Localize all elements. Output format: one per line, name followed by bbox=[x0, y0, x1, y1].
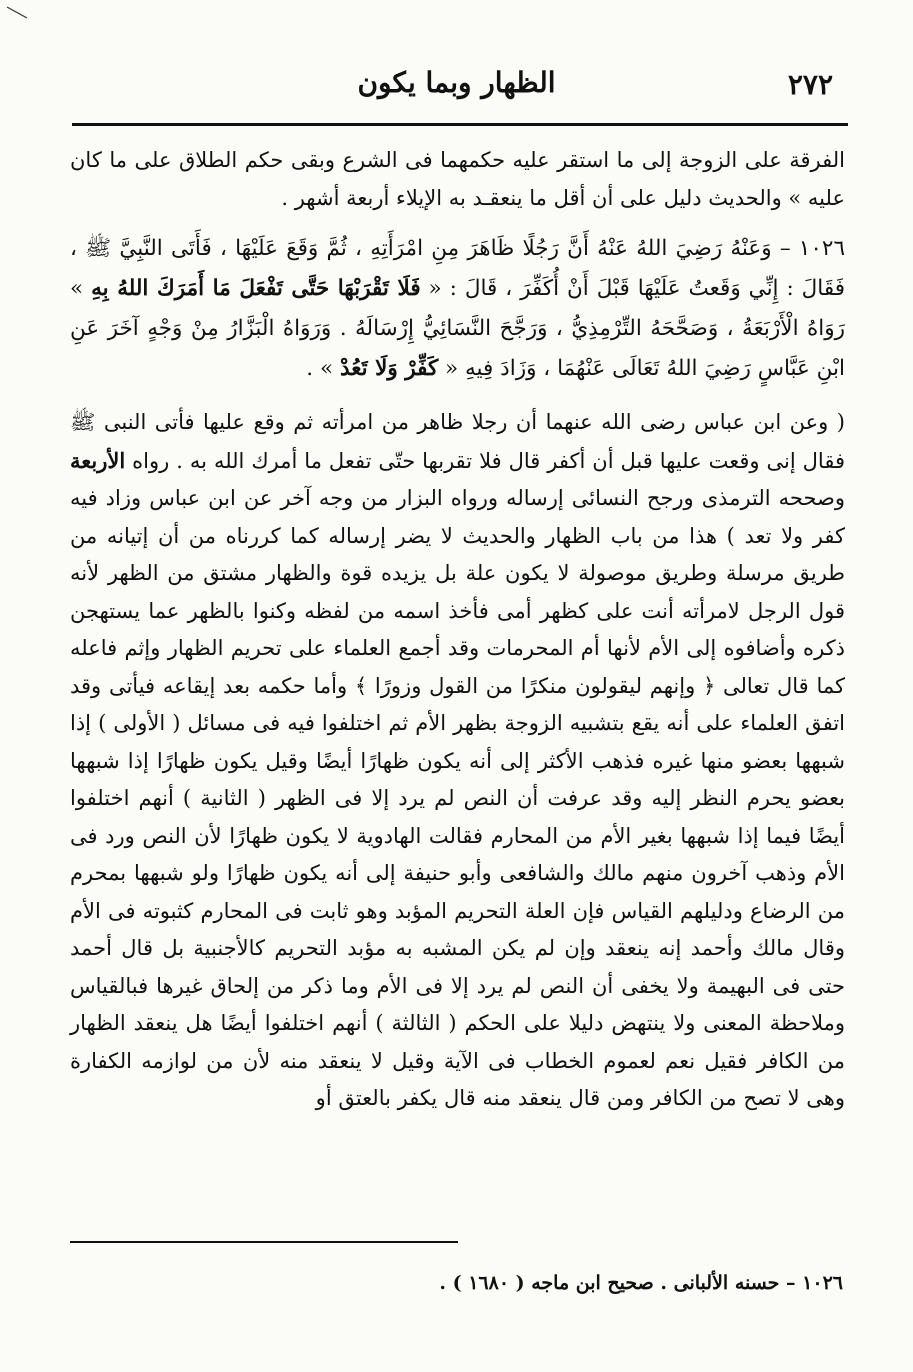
commentary-text: ( وعن ابن عباس رضى الله عنهما أن رجلا ظاهر من امرأته ثم وقع عليها فأتى النبى ﷺ فقال إنى وقعت عليها قبل أن أكفر قال فلا تقربها حتّى تفعل ما أمرك الله به . رواه bbox=[70, 410, 845, 473]
main-text bbox=[70, 142, 845, 1118]
hadith-quote-2: كَفِّرْ وَلَا تَعُدْ bbox=[339, 356, 439, 381]
hadith-paragraph bbox=[70, 229, 845, 389]
continuation-paragraph: الفرقة على الزوجة إلى ما استقر عليه حكمهما فى الشرع وبقى حكم الطلاق على ما كان عليه » والحديث دليل على أن أقل ما ينعقـد به الإيلاء أربعة أشهر . bbox=[70, 148, 845, 210]
page-number: ٢٧٢ bbox=[787, 68, 833, 101]
hadith-text: ١٠٢٦ – وَعَنْهُ رَضِيَ اللهُ عَنْهُ أَنَّ رَجُلًا ظَاهَرَ مِنِ امْرَأَتِهِ ، ثُمَّ وَقَعَ عَلَيْهَا ، فَأَتَى النَّبِيَّ ﷺ ، فَقَالَ : إِنِّي وَقَعتُ عَلَيْهَا قَبْلَ أَنْ أُكَفِّرَ ، قَالَ : « bbox=[70, 236, 845, 301]
commentary-text-2: وصححه الترمذى ورجح النسائى إرساله ورواه البزار من وجه آخر عن ابن عباس وزاد فيه كفر ولا تعد ) هذا من باب الظهار والحديث لا يضر إرساله كما كررناه من أن إتيانه من طريق مرسلة وطريق موصولة لا يكون علة بل يزيده قوة والظهار مشتق من الظهر لأنه قول الرجل لامرأته أنت على كظهر أمى فأخذ اسمه من لفظه وكنوا بالظهر عما يستهجن ذكره وأضافوه إلى الأم لأنها أم المحرمات وقد أجمع العلماء على تحريم الظهار وإثم فاعله كما قال تعالى ﴿ وإنهم ليقولون منكرًا من القول وزورًا ﴾ وأما حكمه بعد إيقاعه فيأتى وقد اتفق العلماء على أنه يقع بتشبيه الزوجة بظهر الأم ثم اختلفوا فيه فى مسائل ( الأولى ) إذا شبهها بعضو منها غيره فذهب الأكثر إلى أنه يكون ظهارًا أيضًا وقيل يكون ظهارًا إذا شبهها بعضو يحرم النظر إليه وقد عرفت أن النص لم يرد إلا فى الظهر ( الثانية ) أنهم اختلفوا أيضًا فيما إذا شبهها بغير الأم من المحارم فقالت الهادوية لا يكون ظهارًا لأن النص ورد فى الأم وذهب آخرون منهم مالك والشافعى وأبو حنيفة إلى أنه يكون ظهارًا ولو شبهها بمحرم من الرضاع ودليلهم القياس فإن العلة التحريم المؤبد وهو ثابت فى المحارم كثبوته فى الأم وقال مالك وأحمد إنه ينعقد وإن لم يكن المشبه به مؤبد التحريم كالأجنبية بل قال أحمد حتى فى البهيمة ولا يخفى أن النص لم يرد إلا فى الأم وما ذكر من إلحاق غيرها فبالقياس وملاحظة المعنى ولا ينتهض دليلا على الحكم ( الثالثة ) أنهم اختلفوا أيضًا هل ينعقد الظهار من الكافر فقيل نعم لعموم الخطاب فى الآية وقيل لا ينعقد منه لأن من لوازمه الكفارة وهى لا تصح من الكافر ومن قال ينعقد منه قال يكفر بالعتق أو bbox=[70, 486, 845, 1110]
footnote: ١٠٢٦ – حسنه الألبانى . صحيح ابن ماجه ( ١٦٨٠ ) . bbox=[439, 1272, 843, 1294]
hadith-text-3: » . bbox=[306, 356, 334, 381]
chapter-title: الظهار وبما يكون bbox=[357, 66, 556, 99]
header-rule bbox=[72, 123, 848, 126]
running-head bbox=[70, 64, 843, 108]
hadith-text-2: » رَوَاهُ الْأَرْبَعَةُ ، وَصَحَّحَهُ التِّرْمِذِيُّ ، وَرَجَّحَ النَّسَائِيُّ إِرْسَالَهُ . وَرَوَاهُ الْبَزَّارُ مِنْ وَجْهٍ آخَرَ عَنِ ابْنِ عَبَّاسٍ رَضِيَ اللهُ تَعَالَى عَنْهُمَا ، وَزَادَ فِيهِ « bbox=[70, 276, 845, 381]
corner-scan-mark bbox=[6, 6, 28, 20]
commentary-paragraph bbox=[70, 404, 845, 1118]
footnote-rule bbox=[70, 1241, 458, 1243]
commentary-bold-word: الأربعة bbox=[70, 447, 126, 473]
hadith-quote-1: فَلَا تَقْرَبْهَا حَتَّى تَفْعَلَ مَا أَمَرَكَ اللهُ بِهِ bbox=[91, 276, 421, 301]
